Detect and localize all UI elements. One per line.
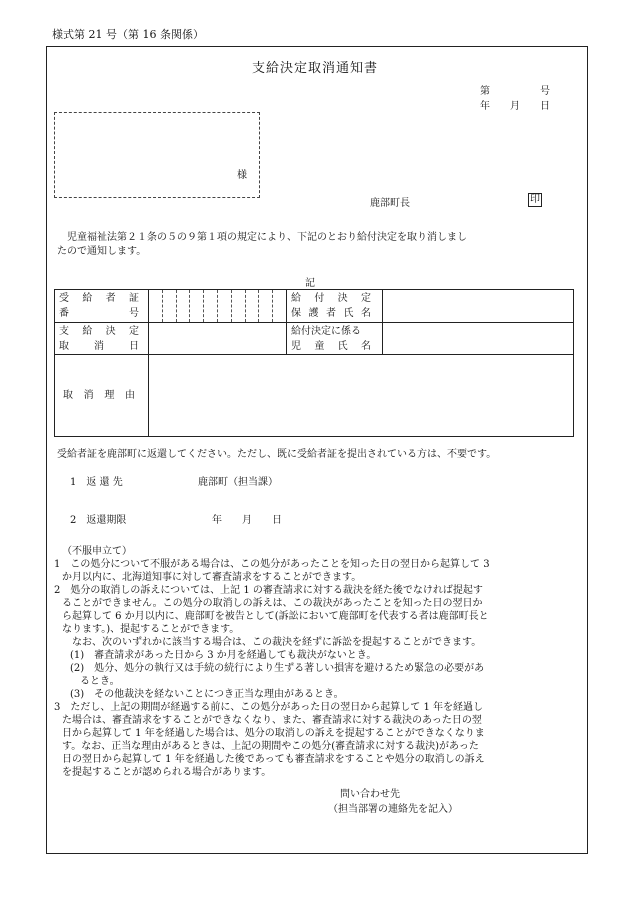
intro-line-1: 児童福祉法第２１条の５の９第１項の規定により、下記のとおり給付決定を取り消しまし [57, 232, 467, 243]
return-destination-label: 1 返 還 先 [70, 477, 123, 488]
issuer-name: 鹿部町長 [370, 198, 410, 209]
notes-line: ることができません。この処分の取消しの訴えは、この裁決があったことを知った日の翌日か [62, 598, 483, 609]
recipient-number-cells[interactable] [149, 290, 287, 323]
addressee-suffix: 様 [237, 170, 247, 181]
contact-note: （担当部署の連絡先を記入） [328, 804, 458, 815]
cancel-date-label: 支 給 決 定 取 消 日 [55, 323, 149, 355]
form-number: 様式第 21 号（第 16 条関係） [52, 28, 204, 41]
recipient-number-label: 受 給 者 証 番 号 [55, 290, 149, 323]
notes-line: 2 処分の取消しの訴えについては、上記 1 の審査請求に対する裁決を経た後でなければ提起す [54, 585, 483, 596]
notes-line: なお、次のいずれかに該当する場合は、この裁決を経ずに訴訟を提起することができます。 [62, 637, 482, 648]
notes-line: (1) 審査請求があった日から 3 か月を経過しても裁決がないとき。 [60, 650, 377, 661]
appeal-notes [54, 545, 578, 779]
table-row [55, 290, 574, 323]
return-notice: 受給者証を鹿部町に返還してください。ただし、既に受給者証を提出されている方は、不要です。 [57, 449, 497, 460]
return-deadline-label: 2 返還期限 [70, 515, 127, 526]
issue-date: 年 月 日 [480, 101, 550, 112]
notes-line: (2) 処分、処分の執行又は手続の続行により生ずる著しい損害を避けるため緊急の必要があ [60, 663, 485, 674]
table-row [55, 323, 574, 355]
notes-line: か月以内に、北海道知事に対して審査請求をすることができます。 [62, 572, 362, 583]
intro-line-2: たので通知します。 [57, 246, 147, 257]
notes-line: （不服申立て） [62, 546, 132, 557]
table-row [55, 355, 574, 437]
notes-line: す。なお、正当な理由があるときは、上記の期間やこの処分(審査請求に対する裁決)があった [62, 741, 479, 752]
notes-line: た場合は、審査請求をすることができなくなり、また、審査請求に対する裁決のあった日の翌 [62, 715, 482, 726]
guardian-name-value[interactable] [383, 290, 574, 323]
page-title: 支給決定取消通知書 [251, 61, 378, 76]
child-name-value[interactable] [383, 323, 574, 355]
notes-line: (3) その他裁決を経ないことにつき正当な理由があるとき。 [60, 689, 344, 700]
addressee-box [54, 112, 260, 198]
decision-table [54, 289, 574, 437]
document-number: 第 号 [480, 86, 550, 97]
seal-mark: 印 [530, 194, 540, 205]
notes-line: を提起することが認められる場合があります。 [62, 767, 272, 778]
return-deadline-value: 年 月 日 [212, 515, 282, 526]
guardian-name-label: 給 付 決 定 保 護 者 氏 名 [287, 290, 383, 323]
child-name-label: 給付決定に係る 児 童 氏 名 [287, 323, 383, 355]
ki-heading: 記 [305, 278, 315, 289]
notes-line: 日から起算して 1 年を経過した場合は、処分の取消しの訴えを提起することができなくなりま [62, 728, 485, 739]
cancel-date-value[interactable] [149, 323, 287, 355]
reason-label: 取 消 理 由 [55, 355, 149, 437]
notes-line: 1 この処分について不服がある場合は、この処分があったことを知った日の翌日から起算して 3 [54, 559, 490, 570]
return-destination-value: 鹿部町（担当課） [198, 477, 278, 488]
notes-line: なります。)、提起することができます。 [62, 624, 240, 635]
notes-line: 3 ただし、上記の期間が経過する前に、この処分があった日の翌日から起算して 1 年を経過し [54, 702, 483, 713]
contact-label: 問い合わせ先 [340, 789, 400, 800]
notes-line: るとき。 [60, 676, 120, 687]
notes-line: 日の翌日から起算して 1 年を経過した後であっても審査請求をすることや処分の取消しの訴え [62, 754, 485, 765]
reason-value[interactable] [149, 355, 574, 437]
notes-line: ら起算して 6 か月以内に、鹿部町を被告として(訴訟において鹿部町を代表する者は鹿部町長と [62, 611, 489, 622]
